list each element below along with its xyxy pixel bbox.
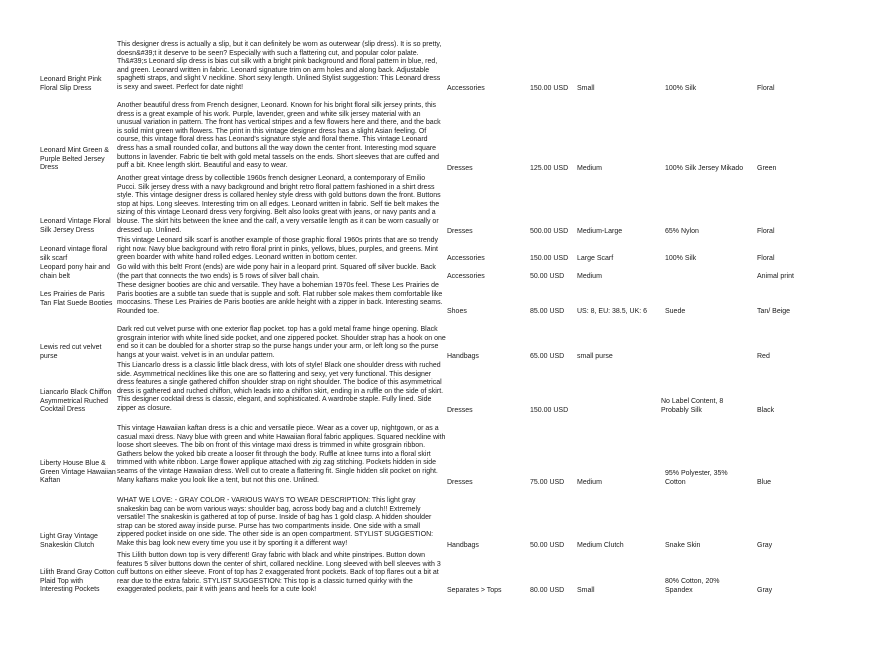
price-cell: 150.00 USD (530, 255, 569, 262)
price-cell: 150.00 USD (530, 407, 569, 414)
material-cell: Snake Skin (665, 542, 701, 549)
pattern-cell: Floral (757, 228, 775, 235)
category-cell: Accessories (447, 255, 485, 262)
table-row (0, 362, 870, 416)
name-cell: Leonard vintage floral silk scarf (40, 246, 108, 262)
table-row (0, 41, 870, 93)
table-row (0, 552, 870, 597)
size-cell: Medium Clutch (577, 542, 624, 549)
category-cell: Dresses (447, 165, 473, 172)
price-cell: 85.00 USD (530, 308, 565, 315)
size-cell: US: 8, EU: 38.5, UK: 6 (577, 308, 648, 315)
category-cell: Dresses (447, 407, 473, 414)
description-cell: This Liancarlo dress is a classic little black dress, with lots of style! Black one shoulder dress with ruched side. Asymmetrical necklines like this one are so flattering and sexy, yet very functional. This designer dress features a single gathered chiffon shoulder strap on right shoulder. The bodice of this asymmetrical dress is gathered and ruched chiffon, which leads into a chiffon skirt, ending in a ruffle on the side of skirt. This designer cocktail dress is classic, elegant, and sophisticated. A wardrobe staple. Fully lined. Side zipper as closure. (117, 362, 444, 412)
category-cell: Dresses (447, 228, 473, 235)
pattern-cell: Floral (757, 85, 775, 92)
name-cell: Light Gray Vintage Snakeskin Clutch (40, 533, 98, 549)
price-cell: 125.00 USD (530, 165, 569, 172)
size-cell: Medium (577, 479, 602, 486)
category-cell: Dresses (447, 479, 473, 486)
size-cell: Medium-Large (577, 228, 623, 235)
description-cell: This Lilith button down top is very different! Gray fabric with black and white pinstripes. Button down features 5 silver buttons down the center of shirt, collared neckline. Long sleeved with bell sleeves with 3 cuff buttons on either sleeve. Front of top has 2 exaggerated front pockets. Back of top flares out a bit at rear due to the extra fabric. STYLIST SUGGESTION: This top is a classic turned quirky with the exaggerated pockets, pair it with jeans and heels for a cute look! (117, 552, 441, 594)
size-cell: Medium (577, 165, 602, 172)
pattern-cell: Gray (757, 587, 773, 594)
description-cell: WHAT WE LOVE: - GRAY COLOR - VARIOUS WAYS TO WEAR DESCRIPTION: This light gray snakeskin bag can be worn various ways: shoulder bag, across body bag and a clutch!! Extremely versatile! The snakeskin is gathered at top of purse. Inside of bag has 1 gold clasp. A hidden shoulder strap can be stored away inside purse. Purse has two compartments inside. One side with a small zippered pocket inside on one side. The other side is an open compartment. STYLIST SUGGESTION: Make this bag look new every time you use it by sporting it a different way! (117, 497, 434, 547)
material-cell: 65% Nylon (665, 228, 699, 235)
description-cell: This vintage Leonard silk scarf is another example of those graphic floral 1960s prints that are so trendy right now. Navy blue background with retro floral print in pinks, yellows, blues, purples, and greens. Mint green boarder with white hand rolled edges. Leonard written in bottom center. (117, 237, 439, 262)
price-cell: 500.00 USD (530, 228, 569, 235)
pattern-cell: Green (757, 165, 777, 172)
material-cell: 100% Silk (665, 85, 697, 92)
name-cell: Liberty House Blue & Green Vintage Hawaiian Kaftan (40, 460, 116, 485)
name-cell: Leonard Mint Green & Purple Belted Jersey Dress (40, 147, 109, 172)
price-cell: 75.00 USD (530, 479, 565, 486)
material-cell: Suede (665, 308, 686, 315)
description-cell: Another beautiful dress from French designer, Leonard. Known for his bright floral silk jersey prints, this dress is a great example of his work. Purple, lavender, green and white silk jersey material with an unusual variation in pattern. The front has vertical stripes and a few flowers here and there, and the back is solid mint green with flowers. The print in this vintage designer dress has a slight Asian feeling. Of course, this vintage floral dress has Leonard's signature style and floral theme. This vintage Leonard dress has a small rounded collar, and buttons all the way down the center front. Interesting mod square buttons in lavender. Fabric tie belt with gold metal tassels on the ends. Short sleeves that are cuffed and puff a bit. Knee length skirt. Beautiful and easy to wear. (117, 102, 441, 170)
description-cell: These designer booties are chic and versatile. They have a bohemian 1970s feel. These Les Prairies de Paris booties are a subtle tan suede that is supple and soft. Flat rubber sole makes them comfortable like moccasins. These Les Prairies de Paris booties are ankle height with a zipper in back. Interesting seams. Rounded toe. (117, 282, 443, 315)
pattern-cell: Gray (757, 542, 773, 549)
size-cell: Large Scarf (577, 255, 614, 262)
size-cell: small purse (577, 353, 613, 360)
pattern-cell: Animal print (757, 273, 794, 280)
category-cell: Handbags (447, 542, 479, 549)
table-row (0, 497, 870, 551)
price-cell: 150.00 USD (530, 85, 569, 92)
material-cell: 100% Silk (665, 255, 697, 262)
description-cell: This vintage Hawaiian kaftan dress is a chic and versatile piece. Wear as a cover up, nightgown, or as a casual maxi dress. Navy blue with green and white Hawaiian floral fabric appliques. Squared neckline with loose short sleeves. The bib on front of this vintage maxi dress is trimmed in white grosgrain ribbon. Gathers below the yoked bib create a looser fit through the body. Ruffle at knee turns into a floral skirt trimmed with white ribbon. Large flower applique attached with zig zag stitching. Pockets hidden in side seams of the vintage Hawaiian dress. Well cut to create a flattering fit. Single hidden slit pocket on right. Many kaftans make you look like a tent, but not this one. Unlined. (117, 425, 446, 484)
description-cell: Go wild with this belt! Front (ends) are wide pony hair in a leopard print. Squared off silver buckle. Back (the part that connects the two ends) is 5 rows of silver ball chain. (117, 264, 436, 280)
size-cell: Medium (577, 273, 602, 280)
material-cell: 95% Polyester, 35% Cotton (665, 470, 728, 486)
table-row (0, 425, 870, 489)
description-cell: This designer dress is actually a slip, but it can definitely be worn as outerwear (slip dress). It is so pretty, doesn&#39;t it deserve to be seen? Especially with such a flattering cut, and popular color palate. Th&#39;s Leonard slip dress is bias cut silk with a bright pink background and floral pattern in blue, red, and green. Leonard written in fabric. Leonard signature trim on arm holes and along back. Adjustable spaghetti straps, and slight V neckline. Short sexy length. Unlined Stylist suggestion: This Leonard dress is sexy and sweet. Perfect for date night! (117, 41, 442, 91)
pattern-cell: Blue (757, 479, 772, 486)
name-cell: Leopard pony hair and chain belt (40, 264, 111, 280)
description-cell: Another great vintage dress by collectible 1960s french designer Leonard, a contemporary of Emilio Pucci. Silk jersey dress with a navy background and bright retro floral pattern fashioned in a shirt dress style. This vintage designer dress is collared henley style dress with gold buttons down the front. Buttons stop at hips. Long sleeves. Interesting trim on all edges. Leonard written in fabric. Self tie belt makes the sizing of this vintage Leonard dress very forgiving. Belt also looks great with jeans, or navy pants and a blouse. The skirt hits between the knee and the calf, a very versatile length as it can be worn casually or dressed up. Unlined. (117, 175, 441, 234)
name-cell: Lilith Brand Gray Cotton Plaid Top with Interesting Pockets (40, 569, 115, 594)
pattern-cell: Red (757, 353, 770, 360)
table-row (0, 326, 870, 362)
pattern-cell: Tan/ Beige (757, 308, 791, 315)
price-cell: 65.00 USD (530, 353, 565, 360)
name-cell: Liancarlo Black Chiffon Asymmetrical Ruched Cocktail Dress (40, 389, 112, 414)
price-cell: 50.00 USD (530, 542, 565, 549)
table-row (0, 264, 870, 282)
table-row (0, 175, 870, 237)
description-cell: Dark red cut velvet purse with one exterior flap pocket. top has a gold metal frame hinge opening. Black grosgrain interior with white lined side pocket, and one zippered pocket. Shoulder strap has a hook on one end so it can be doubled for a shorter strap so the purse hangs under your arm, or left long so the purse hangs at your waist. velvet is in an undular pattern. (117, 326, 446, 359)
name-cell: Les Prairies de Paris Tan Flat Suede Booties (40, 291, 113, 307)
price-cell: 50.00 USD (530, 273, 565, 280)
material-cell: 100% Silk Jersey Mikado (665, 165, 744, 172)
size-cell: Small (577, 587, 595, 594)
table-row (0, 282, 870, 318)
table-row (0, 102, 870, 174)
category-cell: Accessories (447, 273, 485, 280)
pattern-cell: Black (757, 407, 775, 414)
material-cell: No Label Content, 8 Probably Silk (661, 398, 724, 414)
name-cell: Leonard Bright Pink Floral Slip Dress (40, 76, 102, 92)
category-cell: Shoes (447, 308, 467, 315)
size-cell: Small (577, 85, 595, 92)
category-cell: Handbags (447, 353, 479, 360)
table-row (0, 237, 870, 263)
price-cell: 80.00 USD (530, 587, 565, 594)
pattern-cell: Floral (757, 255, 775, 262)
category-cell: Accessories (447, 85, 485, 92)
category-cell: Separates > Tops (447, 587, 502, 594)
name-cell: Lewis red cut velvet purse (40, 344, 102, 360)
material-cell: 80% Cotton, 20% Spandex (665, 578, 720, 594)
name-cell: Leonard Vintage Floral Silk Jersey Dress (40, 218, 111, 234)
